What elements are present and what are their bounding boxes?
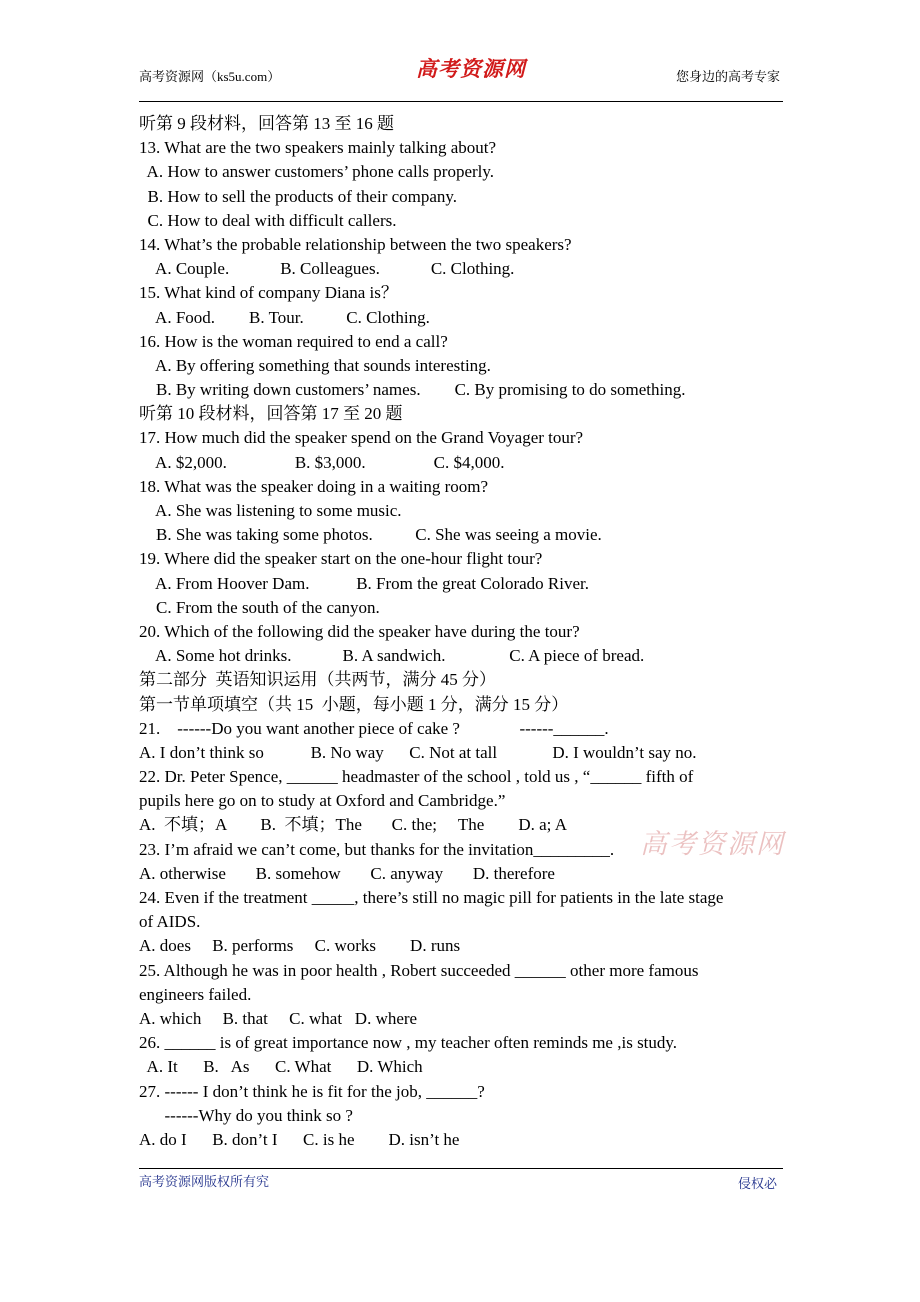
option-16a: A. By offering something that sounds interesting.	[139, 355, 491, 375]
question-26: 26. ______ is of great importance now , my teacher often reminds me ,is study.	[139, 1033, 678, 1053]
question-15: 15. What kind of company Diana is？	[139, 283, 398, 303]
option-13b: B. How to sell the products of their company.	[139, 186, 458, 206]
question-22: 22. Dr. Peter Spence, ______ headmaster of the school , told us , “______ fifth of	[139, 767, 694, 787]
question-20: 20. Which of the following did the speaker have during the tour?	[139, 621, 580, 641]
footer-copyright: 高考资源网版权所有究	[139, 1174, 270, 1189]
option-19c: C. From the south of the canyon.	[139, 597, 380, 617]
question-13: 13. What are the two speakers mainly talking about?	[139, 138, 497, 158]
question-27: 27. ------ I don’t think he is fit for the job, ______?	[139, 1081, 485, 1101]
question-16: 16. How is the woman required to end a call?	[139, 331, 448, 351]
options-15: A. Food. B. Tour. C. Clothing.	[139, 307, 430, 327]
question-24-cont: of AIDS.	[139, 912, 201, 932]
question-14: 14. What’s the probable relationship between the two speakers?	[139, 234, 572, 254]
question-25: 25. Although he was in poor health , Robert succeeded ______ other more famous	[139, 960, 699, 980]
question-18: 18. What was the speaker doing in a waiting room?	[139, 476, 489, 496]
header-divider	[139, 101, 783, 102]
options-27: A. do I B. don’t I C. is he D. isn’t he	[139, 1129, 460, 1149]
option-13c: C. How to deal with difficult callers.	[139, 210, 397, 230]
option-13a: A. How to answer customers’ phone calls properly.	[139, 162, 495, 182]
header-site-name: 高考资源网（ks5u.com）	[139, 69, 281, 84]
options-26: A. It B. As C. What D. Which	[139, 1057, 423, 1077]
options-20: A. Some hot drinks. B. A sandwich. C. A piece of bread.	[139, 646, 645, 666]
part-two-heading: 第二部分 英语知识运用（共两节，满分 45 分）	[139, 670, 496, 690]
question-23: 23. I’m afraid we can’t come, but thanks for the invitation_________.	[139, 839, 615, 859]
options-25: A. which B. that C. what D. where	[139, 1008, 418, 1028]
options-17: A. $2,000. B. $3,000. C. $4,000.	[139, 452, 505, 472]
header-logo: 高考资源网	[416, 57, 526, 81]
exam-body	[139, 112, 783, 1152]
header-slogan: 您身边的高考专家	[676, 69, 781, 84]
question-25-cont: engineers failed.	[139, 984, 252, 1004]
options-23: A. otherwise B. somehow C. anyway D. therefore	[139, 863, 555, 883]
question-17: 17. How much did the speaker spend on the Grand Voyager tour?	[139, 428, 584, 448]
options-14: A. Couple. B. Colleagues. C. Clothing.	[139, 259, 515, 279]
question-19: 19. Where did the speaker start on the one-hour flight tour?	[139, 549, 543, 569]
options-22: A. 不填；A B. 不填；The C. the; The D. a; A	[139, 815, 567, 835]
watermark-logo: 高考资源网	[640, 829, 785, 859]
question-24: 24. Even if the treatment _____, there’s still no magic pill for patients in the late stage	[139, 888, 724, 907]
option-18a: A. She was listening to some music.	[139, 501, 402, 520]
options-16bc: B. By writing down customers’ names. C. By promising to do something.	[139, 380, 686, 400]
options-24: A. does B. performs C. works D. runs	[139, 936, 461, 956]
section-heading-10: 听第 10 段材料，回答第 17 至 20 题	[139, 404, 403, 424]
section-heading-9: 听第 9 段材料，回答第 13 至 16 题	[139, 114, 394, 133]
options-18bc: B. She was taking some photos. C. She was seeing a movie.	[139, 525, 602, 545]
section-one-heading: 第一节单项填空（共 15 小题，每小题 1 分，满分 15 分）	[139, 694, 569, 714]
footer-divider	[139, 1168, 783, 1169]
options-21: A. I don’t think so B. No way C. Not at tall D. I wouldn’t say no.	[139, 742, 697, 762]
options-19ab: A. From Hoover Dam. B. From the great Colorado River.	[139, 573, 589, 593]
question-22-cont: pupils here go on to study at Oxford and Cambridge.”	[139, 791, 506, 811]
question-27-reply: ------Why do you think so ?	[139, 1105, 353, 1125]
question-21: 21. ------Do you want another piece of cake ? ------______.	[139, 718, 609, 738]
footer-notice: 侵权必	[738, 1176, 778, 1191]
